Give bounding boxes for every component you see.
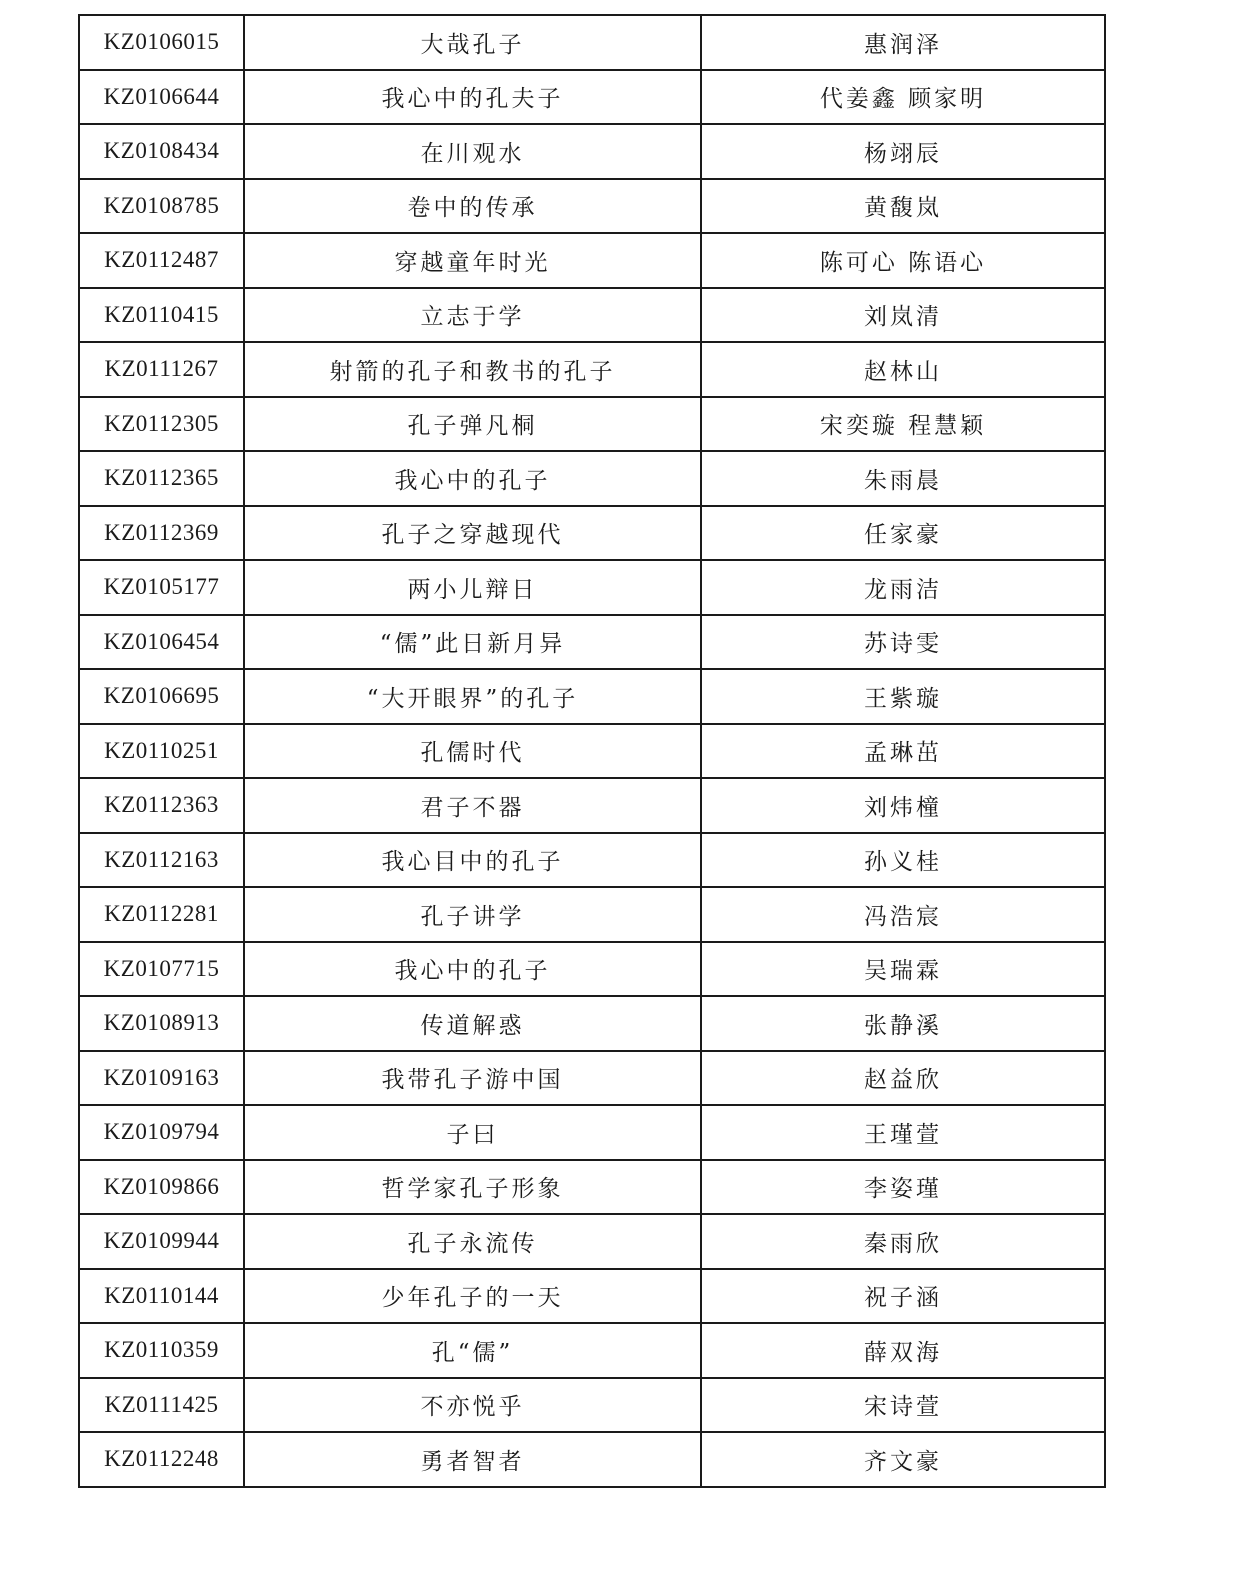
entry-code: KZ0110359 (79, 1323, 244, 1378)
table-row (79, 1323, 1105, 1378)
entry-code: KZ0112281 (79, 887, 244, 942)
table-row (79, 1105, 1105, 1160)
table-row (79, 342, 1105, 397)
table-row (79, 233, 1105, 288)
entry-code: KZ0108434 (79, 124, 244, 179)
work-title: 哲学家孔子形象 (244, 1160, 701, 1215)
author-names: 齐文豪 (701, 1432, 1105, 1487)
author-names: 赵林山 (701, 342, 1105, 397)
table-row (79, 397, 1105, 452)
work-title: 孔子弹凡桐 (244, 397, 701, 452)
table-row (79, 778, 1105, 833)
author-names: 祝子涵 (701, 1269, 1105, 1324)
entry-code: KZ0106695 (79, 669, 244, 724)
table-row (79, 942, 1105, 997)
author-names: 孙义桂 (701, 833, 1105, 888)
entry-code: KZ0109794 (79, 1105, 244, 1160)
work-title: “大开眼界”的孔子 (244, 669, 701, 724)
author-names: 刘炜橦 (701, 778, 1105, 833)
entry-code: KZ0109866 (79, 1160, 244, 1215)
work-title: 少年孔子的一天 (244, 1269, 701, 1324)
author-names: 孟琳茁 (701, 724, 1105, 779)
entry-code: KZ0110251 (79, 724, 244, 779)
entry-code: KZ0111425 (79, 1378, 244, 1433)
table-row (79, 1214, 1105, 1269)
work-title: 我带孔子游中国 (244, 1051, 701, 1106)
work-title: 孔子讲学 (244, 887, 701, 942)
entry-code: KZ0106644 (79, 70, 244, 125)
author-names: 陈可心 陈语心 (701, 233, 1105, 288)
author-names: 朱雨晨 (701, 451, 1105, 506)
table-row (79, 288, 1105, 343)
table-row (79, 1269, 1105, 1324)
works-table-body (79, 15, 1105, 1487)
table-row (79, 669, 1105, 724)
entry-code: KZ0112365 (79, 451, 244, 506)
work-title: 大哉孔子 (244, 15, 701, 70)
entry-code: KZ0109163 (79, 1051, 244, 1106)
entry-code: KZ0110415 (79, 288, 244, 343)
work-title: 穿越童年时光 (244, 233, 701, 288)
work-title: 传道解惑 (244, 996, 701, 1051)
work-title: 我心中的孔子 (244, 942, 701, 997)
work-title: 孔“儒” (244, 1323, 701, 1378)
work-title: 孔儒时代 (244, 724, 701, 779)
table-row (79, 560, 1105, 615)
works-table (78, 14, 1106, 1488)
work-title: 我心目中的孔子 (244, 833, 701, 888)
author-names: 秦雨欣 (701, 1214, 1105, 1269)
table-row (79, 1160, 1105, 1215)
author-names: 张静溪 (701, 996, 1105, 1051)
author-names: 宋诗萱 (701, 1378, 1105, 1433)
author-names: 王瑾萱 (701, 1105, 1105, 1160)
author-names: 薛双海 (701, 1323, 1105, 1378)
work-title: 孔子之穿越现代 (244, 506, 701, 561)
table-row (79, 996, 1105, 1051)
work-title: 卷中的传承 (244, 179, 701, 234)
author-names: 惠润泽 (701, 15, 1105, 70)
work-title: “儒”此日新月异 (244, 615, 701, 670)
table-row (79, 615, 1105, 670)
author-names: 黄馥岚 (701, 179, 1105, 234)
author-names: 刘岚清 (701, 288, 1105, 343)
work-title: 在川观水 (244, 124, 701, 179)
work-title: 君子不器 (244, 778, 701, 833)
entry-code: KZ0110144 (79, 1269, 244, 1324)
work-title: 勇者智者 (244, 1432, 701, 1487)
work-title: 两小儿辩日 (244, 560, 701, 615)
author-names: 龙雨洁 (701, 560, 1105, 615)
work-title: 子曰 (244, 1105, 701, 1160)
author-names: 赵益欣 (701, 1051, 1105, 1106)
entry-code: KZ0112369 (79, 506, 244, 561)
table-row (79, 887, 1105, 942)
table-row (79, 179, 1105, 234)
table-row (79, 724, 1105, 779)
table-row (79, 451, 1105, 506)
work-title: 射箭的孔子和教书的孔子 (244, 342, 701, 397)
author-names: 吴瑞霖 (701, 942, 1105, 997)
entry-code: KZ0112305 (79, 397, 244, 452)
table-row (79, 1051, 1105, 1106)
work-title: 我心中的孔子 (244, 451, 701, 506)
entry-code: KZ0107715 (79, 942, 244, 997)
table-row (79, 70, 1105, 125)
entry-code: KZ0111267 (79, 342, 244, 397)
author-names: 代姜鑫 顾家明 (701, 70, 1105, 125)
entry-code: KZ0112248 (79, 1432, 244, 1487)
entry-code: KZ0105177 (79, 560, 244, 615)
table-row (79, 506, 1105, 561)
author-names: 宋奕璇 程慧颖 (701, 397, 1105, 452)
entry-code: KZ0112163 (79, 833, 244, 888)
author-names: 苏诗雯 (701, 615, 1105, 670)
table-row (79, 1432, 1105, 1487)
entry-code: KZ0106454 (79, 615, 244, 670)
table-row (79, 124, 1105, 179)
entry-code: KZ0106015 (79, 15, 244, 70)
work-title: 孔子永流传 (244, 1214, 701, 1269)
table-row (79, 15, 1105, 70)
author-names: 李姿瑾 (701, 1160, 1105, 1215)
work-title: 我心中的孔夫子 (244, 70, 701, 125)
table-row (79, 1378, 1105, 1433)
author-names: 任家豪 (701, 506, 1105, 561)
table-row (79, 833, 1105, 888)
author-names: 王紫璇 (701, 669, 1105, 724)
entry-code: KZ0109944 (79, 1214, 244, 1269)
work-title: 立志于学 (244, 288, 701, 343)
entry-code: KZ0112363 (79, 778, 244, 833)
work-title: 不亦悦乎 (244, 1378, 701, 1433)
author-names: 冯浩宸 (701, 887, 1105, 942)
entry-code: KZ0112487 (79, 233, 244, 288)
author-names: 杨翊辰 (701, 124, 1105, 179)
entry-code: KZ0108913 (79, 996, 244, 1051)
entry-code: KZ0108785 (79, 179, 244, 234)
